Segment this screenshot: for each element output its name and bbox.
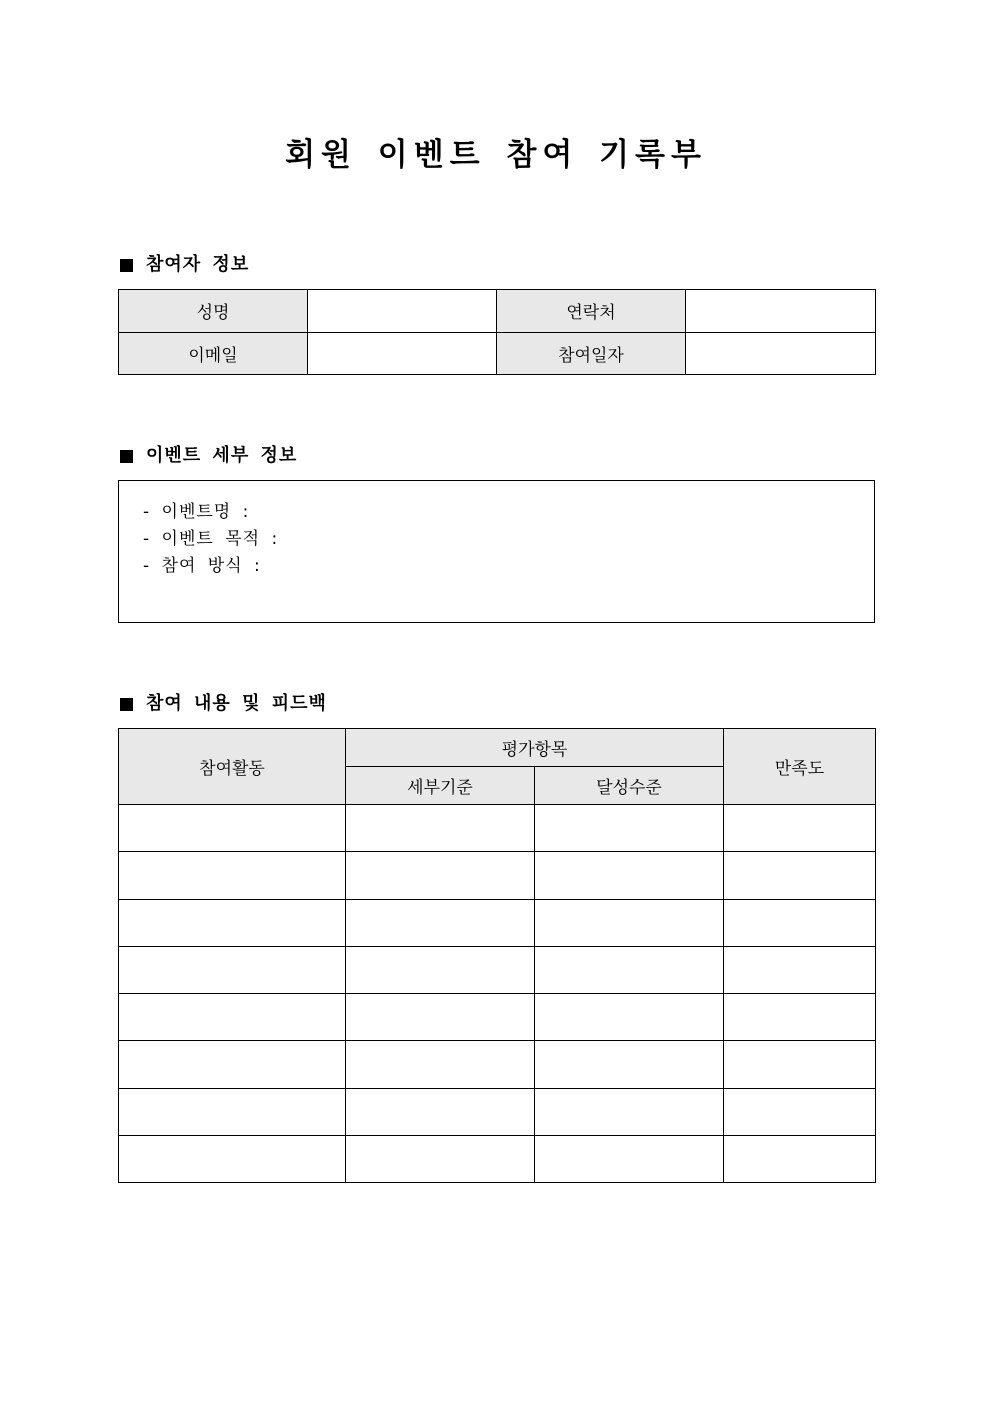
date-field[interactable] [686,332,876,375]
satisfaction-cell[interactable] [724,946,876,993]
satisfaction-cell[interactable] [724,994,876,1041]
satisfaction-header: 만족도 [724,729,876,805]
activity-cell[interactable] [119,994,346,1041]
criteria-cell[interactable] [346,946,535,993]
email-field[interactable] [308,332,497,375]
table-row [119,1041,876,1088]
name-field[interactable] [308,290,497,333]
achievement-cell[interactable] [535,946,724,993]
name-label: 성명 [119,290,308,333]
criteria-cell[interactable] [346,805,535,852]
table-row [119,1135,876,1182]
satisfaction-cell[interactable] [724,852,876,899]
feedback-table-body [119,805,876,1183]
event-section-heading [118,443,297,469]
activity-cell[interactable] [119,1135,346,1182]
table-row [119,899,876,946]
event-purpose-line: - 이벤트 목적 : [143,529,279,549]
satisfaction-cell[interactable] [724,899,876,946]
achievement-cell[interactable] [535,805,724,852]
achievement-cell[interactable] [535,1135,724,1182]
evaluation-header: 평가항목 [346,729,724,767]
activity-cell[interactable] [119,1041,346,1088]
satisfaction-cell[interactable] [724,1088,876,1135]
participant-section-heading [118,252,249,278]
feedback-section-title: 참여 내용 및 피드백 [146,693,327,714]
satisfaction-cell[interactable] [724,1135,876,1182]
criteria-cell[interactable] [346,899,535,946]
table-row [119,1088,876,1135]
achievement-cell[interactable] [535,852,724,899]
date-label: 참여일자 [497,332,686,375]
participant-section-title: 참여자 정보 [146,254,250,275]
square-bullet-icon [120,698,133,711]
contact-label: 연락처 [497,290,686,333]
email-label: 이메일 [119,332,308,375]
square-bullet-icon [120,450,133,463]
event-method-line: - 참여 방식 : [143,556,261,576]
page-title: 회원 이벤트 참여 기록부 [285,137,707,173]
achievement-cell[interactable] [535,1041,724,1088]
achievement-cell[interactable] [535,899,724,946]
table-row [119,805,876,852]
criteria-cell[interactable] [346,1088,535,1135]
criteria-cell[interactable] [346,1041,535,1088]
event-detail-box[interactable] [118,480,875,623]
activity-cell[interactable] [119,1088,346,1135]
achievement-cell[interactable] [535,1088,724,1135]
criteria-header: 세부기준 [346,767,535,805]
activity-cell[interactable] [119,946,346,993]
satisfaction-cell[interactable] [724,1041,876,1088]
activity-cell[interactable] [119,852,346,899]
criteria-cell[interactable] [346,852,535,899]
feedback-table [118,728,876,1183]
table-row [119,994,876,1041]
feedback-section-heading [118,691,327,717]
activity-header: 참여활동 [119,729,346,805]
criteria-cell[interactable] [346,994,535,1041]
achievement-cell[interactable] [535,994,724,1041]
satisfaction-cell[interactable] [724,805,876,852]
activity-cell[interactable] [119,805,346,852]
table-row [119,852,876,899]
contact-field[interactable] [686,290,876,333]
event-name-line: - 이벤트명 : [143,502,250,522]
square-bullet-icon [120,259,133,272]
achievement-header: 달성수준 [535,767,724,805]
event-section-title: 이벤트 세부 정보 [146,445,298,466]
participant-info-table [118,289,876,375]
criteria-cell[interactable] [346,1135,535,1182]
table-row [119,946,876,993]
activity-cell[interactable] [119,899,346,946]
